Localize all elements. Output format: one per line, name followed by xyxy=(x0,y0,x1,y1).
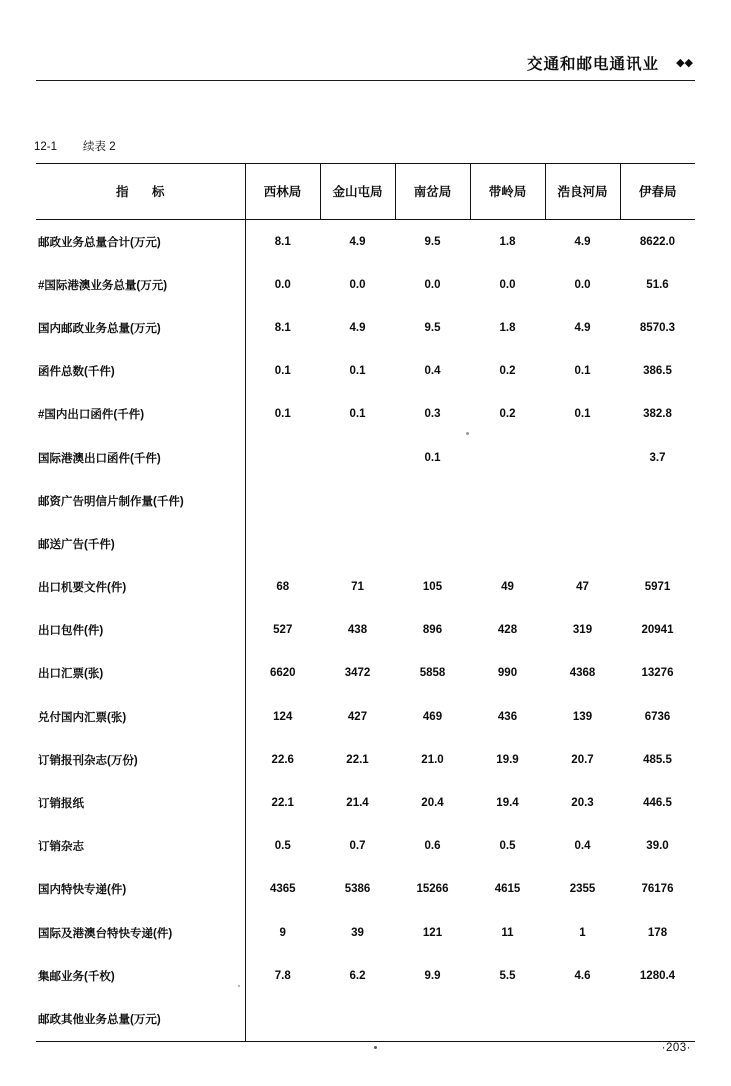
table-cell: 0.3 xyxy=(424,408,441,421)
table-cell: 9.9 xyxy=(424,969,441,982)
table-cell: 178 xyxy=(647,926,668,939)
table-bottom-border xyxy=(36,1041,695,1042)
table-cell: 0.0 xyxy=(499,278,516,291)
table-cell: 2355 xyxy=(569,883,596,896)
column-header-1: 金山屯局 xyxy=(320,163,395,220)
table-cell: 49 xyxy=(501,581,514,594)
table-cell: 4368 xyxy=(569,667,596,680)
row-label: 邮政业务总量合计(万元) xyxy=(36,220,245,264)
table-cell: 20.7 xyxy=(571,753,594,766)
column-header-0: 西林局 xyxy=(245,163,320,220)
table-cell: 0.5 xyxy=(499,840,516,853)
table-cell: 8.1 xyxy=(274,321,291,334)
table-cell: 7.8 xyxy=(274,969,291,982)
table-body xyxy=(36,220,695,1041)
table-cell xyxy=(470,997,545,1040)
diamond-ornament-icon: ◆◆ xyxy=(676,57,693,69)
table-row xyxy=(36,522,695,565)
table-cell xyxy=(245,436,320,479)
column-header-2: 南岔局 xyxy=(395,163,470,220)
table-cell: 6.2 xyxy=(349,969,366,982)
table-cell: 9.5 xyxy=(424,235,441,248)
scan-speck xyxy=(466,432,469,435)
row-label: 订销杂志 xyxy=(36,825,245,868)
table-row xyxy=(36,393,695,436)
table-cell: 4365 xyxy=(269,883,296,896)
table-cell: 47 xyxy=(576,581,589,594)
table-cell: 20941 xyxy=(641,624,674,637)
table-cell: 0.1 xyxy=(424,451,441,464)
table-row xyxy=(36,825,695,868)
row-label: 出口汇票(张) xyxy=(36,652,245,695)
row-label: 国际及港澳台特快专递(件) xyxy=(36,911,245,954)
table-cell: 124 xyxy=(273,710,293,723)
table-cell: 9.5 xyxy=(424,321,441,334)
table-cell: 1280.4 xyxy=(639,969,676,982)
table-cell: 0.2 xyxy=(499,365,516,378)
table-cell: 427 xyxy=(347,710,368,723)
table-continuation-label: 续表 2 xyxy=(83,141,116,153)
table-cell: 4615 xyxy=(494,883,521,896)
table-cell: 0.5 xyxy=(274,840,291,853)
table-row xyxy=(36,479,695,522)
row-label: #国内出口函件(千件) xyxy=(36,393,245,436)
table-cell: 1.8 xyxy=(499,321,516,334)
column-header-4: 浩良河局 xyxy=(545,163,620,220)
table-cell: 4.9 xyxy=(574,321,591,334)
table-cell: 0.7 xyxy=(349,840,366,853)
row-label: 出口机要文件(件) xyxy=(36,566,245,609)
table-row xyxy=(36,436,695,479)
table-cell: 19.4 xyxy=(496,797,519,810)
table-cell: 76176 xyxy=(641,883,674,896)
table-cell xyxy=(620,479,695,522)
row-label: 集邮业务(千枚) xyxy=(36,954,245,997)
table-cell: 21.0 xyxy=(421,753,444,766)
row-label: 兑付国内汇票(张) xyxy=(36,695,245,738)
table-cell: 896 xyxy=(422,624,443,637)
table-cell: 13276 xyxy=(641,667,674,680)
table-cell: 39.0 xyxy=(646,840,669,853)
table-row xyxy=(36,306,695,349)
table-caption xyxy=(34,138,116,154)
table-row xyxy=(36,997,695,1040)
table-cell: 51.6 xyxy=(646,278,669,291)
table-cell: 0.2 xyxy=(499,408,516,421)
table-cell: 0.0 xyxy=(274,278,291,291)
table-cell: 0.1 xyxy=(349,408,366,421)
table-cell: 446.5 xyxy=(643,797,672,810)
table-cell: 0.0 xyxy=(349,278,366,291)
table-row xyxy=(36,868,695,911)
table-cell: 8570.3 xyxy=(639,321,676,334)
table-cell xyxy=(245,479,320,522)
table-cell xyxy=(545,436,620,479)
table-cell: 121 xyxy=(422,926,443,939)
table-cell: 3472 xyxy=(344,667,371,680)
table-cell: 428 xyxy=(497,624,518,637)
table-cell: 5386 xyxy=(344,883,371,896)
table-cell: 386.5 xyxy=(643,365,672,378)
data-table-container xyxy=(36,163,695,1041)
table-cell: 20.3 xyxy=(571,797,594,810)
table-cell xyxy=(320,997,395,1040)
table-cell xyxy=(620,997,695,1040)
column-header-3: 带岭局 xyxy=(470,163,545,220)
table-cell xyxy=(545,997,620,1040)
table-cell: 438 xyxy=(347,624,368,637)
row-label: 邮送广告(千件) xyxy=(36,522,245,565)
table-cell: 68 xyxy=(276,581,290,594)
table-cell: 22.1 xyxy=(346,753,369,766)
scan-speck xyxy=(238,985,240,987)
table-cell: 19.9 xyxy=(496,753,519,766)
table-row xyxy=(36,954,695,997)
table-cell xyxy=(545,479,620,522)
table-cell: 319 xyxy=(572,624,593,637)
page-number: ·203· xyxy=(661,1042,691,1054)
table-cell: 105 xyxy=(422,581,443,594)
table-cell: 1 xyxy=(579,926,586,939)
table-cell: 5.5 xyxy=(499,969,516,982)
table-row xyxy=(36,350,695,393)
table-cell: 8622.0 xyxy=(639,235,676,248)
table-cell xyxy=(620,522,695,565)
table-cell: 21.4 xyxy=(346,797,369,810)
table-row xyxy=(36,566,695,609)
column-header-indicator: 指 标 xyxy=(36,163,245,220)
table-cell: 39 xyxy=(351,926,364,939)
row-label: 国际港澳出口函件(千件) xyxy=(36,436,245,479)
data-table xyxy=(36,163,695,1041)
table-cell: 436 xyxy=(497,710,518,723)
table-cell xyxy=(320,479,395,522)
table-cell: 1.8 xyxy=(499,235,516,248)
table-cell: 71 xyxy=(351,581,364,594)
table-cell: 15266 xyxy=(416,883,449,896)
table-cell: 20.4 xyxy=(421,797,444,810)
table-cell xyxy=(245,997,320,1040)
table-cell: 0.1 xyxy=(349,365,366,378)
table-cell: 5971 xyxy=(644,581,671,594)
table-row xyxy=(36,738,695,781)
row-label: 出口包件(件) xyxy=(36,609,245,652)
table-row xyxy=(36,911,695,954)
table-cell: 4.9 xyxy=(349,235,366,248)
column-header-5: 伊春局 xyxy=(620,163,695,220)
table-cell: 9 xyxy=(279,926,286,939)
table-cell: 0.1 xyxy=(574,365,591,378)
table-cell: 0.1 xyxy=(574,408,591,421)
table-cell xyxy=(320,522,395,565)
table-cell xyxy=(395,479,470,522)
table-cell xyxy=(395,522,470,565)
table-cell: 4.9 xyxy=(574,235,591,248)
table-row xyxy=(36,220,695,264)
table-cell: 469 xyxy=(422,710,443,723)
table-cell: 0.4 xyxy=(424,365,441,378)
table-cell: 6620 xyxy=(269,667,296,680)
row-label: 订销报刊杂志(万份) xyxy=(36,738,245,781)
table-number: 12-1 xyxy=(34,141,58,153)
table-row xyxy=(36,609,695,652)
row-label: 国内特快专递(件) xyxy=(36,868,245,911)
table-cell: 11 xyxy=(501,926,514,939)
table-cell: 22.6 xyxy=(271,753,294,766)
table-cell: 5858 xyxy=(419,667,446,680)
table-row xyxy=(36,781,695,824)
table-cell: 0.1 xyxy=(274,408,291,421)
table-cell xyxy=(470,522,545,565)
table-cell xyxy=(470,479,545,522)
header-divider xyxy=(36,80,695,81)
table-cell: 527 xyxy=(273,624,293,637)
table-cell: 22.1 xyxy=(271,797,294,810)
table-cell: 8.1 xyxy=(274,235,291,248)
table-cell: 990 xyxy=(497,667,518,680)
table-cell: 485.5 xyxy=(643,753,672,766)
scan-speck xyxy=(374,1046,377,1049)
table-cell xyxy=(395,997,470,1040)
table-cell: 0.6 xyxy=(424,840,441,853)
table-cell: 139 xyxy=(572,710,593,723)
table-cell: 6736 xyxy=(644,710,671,723)
row-label: 订销报纸 xyxy=(36,781,245,824)
table-cell xyxy=(320,436,395,479)
table-cell xyxy=(245,522,320,565)
table-cell: 3.7 xyxy=(649,451,666,464)
table-row xyxy=(36,652,695,695)
table-cell: 382.8 xyxy=(643,408,672,421)
table-cell: 0.4 xyxy=(574,840,591,853)
table-cell xyxy=(545,522,620,565)
row-label: 邮政其他业务总量(万元) xyxy=(36,997,245,1040)
row-label: 函件总数(千件) xyxy=(36,350,245,393)
table-cell: 0.1 xyxy=(274,365,291,378)
row-label: 邮资广告明信片制作量(千件) xyxy=(36,479,245,522)
table-cell: 4.6 xyxy=(574,969,591,982)
row-label: #国际港澳业务总量(万元) xyxy=(36,263,245,306)
table-cell xyxy=(470,436,545,479)
table-row xyxy=(36,695,695,738)
row-label: 国内邮政业务总量(万元) xyxy=(36,306,245,349)
table-cell: 4.9 xyxy=(349,321,366,334)
table-row xyxy=(36,263,695,306)
table-header-row xyxy=(36,163,695,220)
header-title: 交通和邮电通讯业 xyxy=(526,56,659,73)
table-cell: 0.0 xyxy=(574,278,591,291)
page-header xyxy=(0,52,731,92)
table-cell: 0.0 xyxy=(424,278,441,291)
